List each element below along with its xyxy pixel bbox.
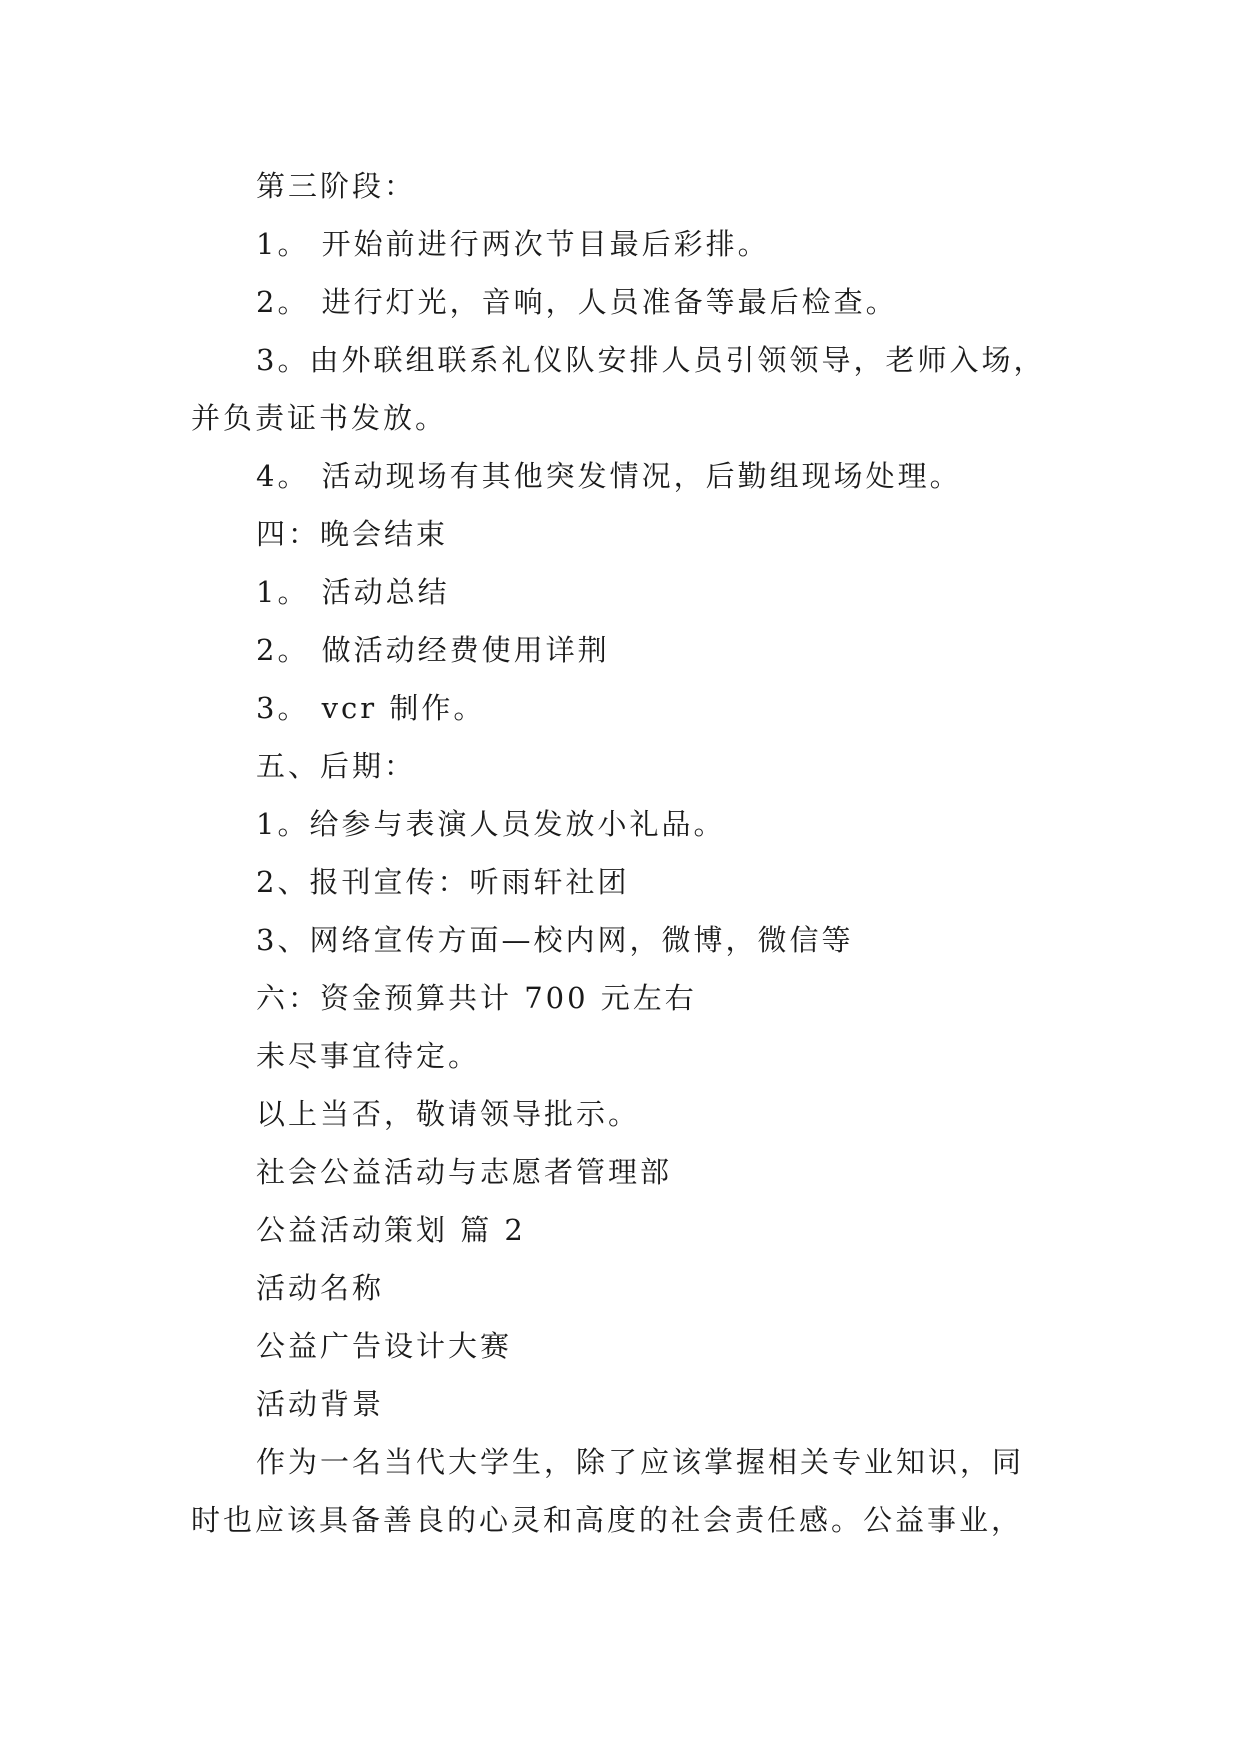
list-item: 3。 vcr 制作。 [256,691,486,725]
list-item: 2。 做活动经费使用详荆 [256,633,610,667]
article-title: 公益活动策划 篇 2 [256,1213,526,1247]
section-heading: 活动名称 [256,1271,385,1305]
list-item: 4。 活动现场有其他突发情况，后勤组现场处理。 [256,459,962,493]
paragraph: 作为一名当代大学生，除了应该掌握相关专业知识，同 [256,1445,1025,1479]
list-item: 1。 开始前进行两次节目最后彩排。 [256,227,770,261]
stage-three-heading: 第三阶段： [256,169,417,203]
list-item: 1。给参与表演人员发放小礼品。 [256,807,726,841]
section-heading-six: 六：资金预算共计 700 元左右 [256,981,697,1015]
section-heading-four: 四：晚会结束 [256,517,449,551]
section-heading: 活动背景 [256,1387,385,1421]
department-signature: 社会公益活动与志愿者管理部 [256,1155,673,1189]
paragraph: 公益广告设计大赛 [256,1329,513,1363]
list-item: 1。 活动总结 [256,575,450,609]
list-item: 2、报刊宣传：听雨轩社团 [256,865,630,899]
list-item-continuation: 并负责证书发放。 [191,401,448,435]
list-item: 3、网络宣传方面—校内网，微博，微信等 [256,923,854,957]
paragraph: 以上当否，敬请领导批示。 [256,1097,641,1131]
paragraph: 未尽事宜待定。 [256,1039,481,1073]
list-item: 3。由外联组联系礼仪队安排人员引领领导，老师入场， [256,343,1046,377]
list-item: 2。 进行灯光，音响，人员准备等最后检查。 [256,285,898,319]
section-heading-five: 五、后期： [256,749,417,783]
paragraph-continuation: 时也应该具备善良的心灵和高度的社会责任感。公益事业， [191,1503,1024,1537]
